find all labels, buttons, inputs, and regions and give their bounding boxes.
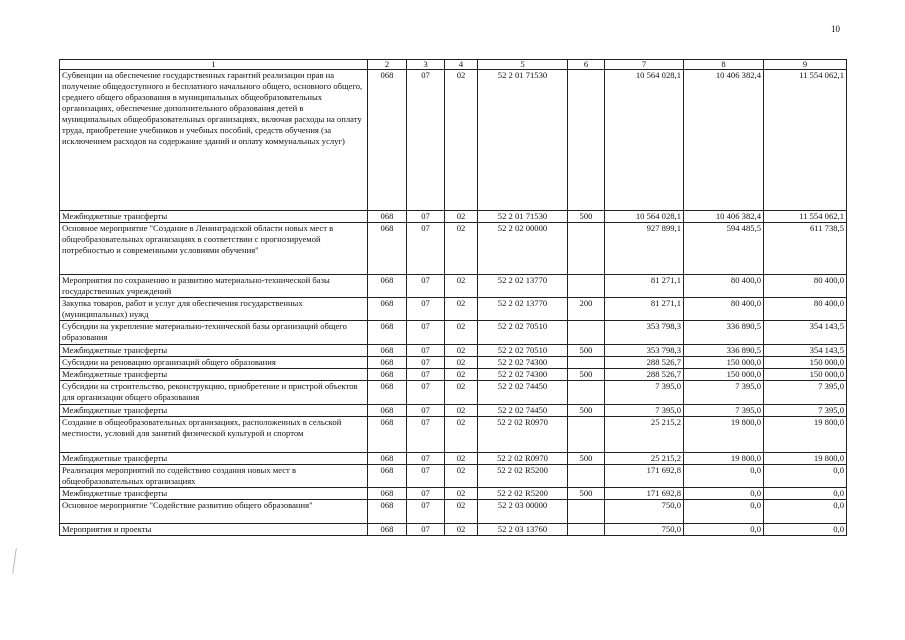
row-name-cell: Межбюджетные трансферты	[60, 453, 368, 465]
section-code-cell: 07	[407, 465, 445, 488]
amount-year2-cell: 150 000,0	[684, 357, 764, 369]
subsection-code-cell: 02	[445, 465, 478, 488]
column-header: 4	[445, 60, 478, 70]
amount-year2-cell: 10 406 382,4	[684, 70, 764, 211]
section-code-cell: 07	[407, 488, 445, 500]
column-header: 6	[568, 60, 605, 70]
amount-year3-cell: 80 400,0	[764, 298, 847, 321]
amount-year1-cell: 171 692,8	[605, 488, 684, 500]
section-code-cell: 07	[407, 70, 445, 211]
row-name-cell: Закупка товаров, работ и услуг для обеспечения государственных (муниципальных) нужд	[60, 298, 368, 321]
expense-type-cell: 500	[568, 211, 605, 223]
row-name-cell: Мероприятия по сохранению и развитию материально-технической базы государственных учреждений	[60, 275, 368, 298]
section-code-cell: 07	[407, 369, 445, 381]
amount-year3-cell: 611 738,5	[764, 223, 847, 275]
target-article-cell: 52 2 02 13770	[478, 298, 568, 321]
amount-year2-cell: 0,0	[684, 524, 764, 536]
expense-type-cell: 500	[568, 345, 605, 357]
section-code-cell: 07	[407, 381, 445, 405]
table-row	[60, 465, 847, 488]
target-article-cell: 52 2 02 R5200	[478, 465, 568, 488]
subsection-code-cell: 02	[445, 345, 478, 357]
amount-year2-cell: 150 000,0	[684, 369, 764, 381]
amount-year2-cell: 80 400,0	[684, 298, 764, 321]
row-name-cell: Субсидии на строительство, реконструкцию, приобретение и пристрой объектов для организации общего образования	[60, 381, 368, 405]
column-header: 1	[60, 60, 368, 70]
section-code-cell: 07	[407, 298, 445, 321]
table-row	[60, 524, 847, 536]
amount-year3-cell: 354 143,5	[764, 345, 847, 357]
subsection-code-cell: 02	[445, 211, 478, 223]
amount-year1-cell: 171 692,8	[605, 465, 684, 488]
target-article-cell: 52 2 02 00000	[478, 223, 568, 275]
subsection-code-cell: 02	[445, 70, 478, 211]
column-number-row	[60, 60, 847, 70]
row-name-cell: Субсидии на реновацию организаций общего образования	[60, 357, 368, 369]
subsection-code-cell: 02	[445, 488, 478, 500]
amount-year3-cell: 80 400,0	[764, 275, 847, 298]
table-row	[60, 321, 847, 345]
table-row	[60, 369, 847, 381]
expense-type-cell	[568, 357, 605, 369]
section-code-cell: 07	[407, 500, 445, 524]
expense-type-cell	[568, 70, 605, 211]
amount-year2-cell: 0,0	[684, 488, 764, 500]
amount-year2-cell: 0,0	[684, 465, 764, 488]
amount-year3-cell: 11 554 062,1	[764, 70, 847, 211]
expense-type-cell: 500	[568, 453, 605, 465]
table-row	[60, 345, 847, 357]
section-code-cell: 07	[407, 275, 445, 298]
row-name-cell: Основное мероприятие "Содействие развитию общего образования"	[60, 500, 368, 524]
amount-year1-cell: 7 395,0	[605, 381, 684, 405]
row-name-cell: Межбюджетные трансферты	[60, 488, 368, 500]
amount-year1-cell: 288 526,7	[605, 369, 684, 381]
target-article-cell: 52 2 02 R5200	[478, 488, 568, 500]
section-code-cell: 07	[407, 357, 445, 369]
column-header: 5	[478, 60, 568, 70]
subsection-code-cell: 02	[445, 417, 478, 453]
ministry-code-cell: 068	[368, 211, 407, 223]
amount-year2-cell: 19 800,0	[684, 453, 764, 465]
amount-year1-cell: 10 564 028,1	[605, 70, 684, 211]
row-name-cell: Межбюджетные трансферты	[60, 211, 368, 223]
expense-type-cell	[568, 524, 605, 536]
target-article-cell: 52 2 02 13770	[478, 275, 568, 298]
ministry-code-cell: 068	[368, 345, 407, 357]
table-row	[60, 70, 847, 211]
amount-year3-cell: 354 143,5	[764, 321, 847, 345]
expense-type-cell	[568, 223, 605, 275]
ministry-code-cell: 068	[368, 357, 407, 369]
target-article-cell: 52 2 01 71530	[478, 70, 568, 211]
amount-year2-cell: 10 406 382,4	[684, 211, 764, 223]
column-header: 8	[684, 60, 764, 70]
amount-year3-cell: 0,0	[764, 524, 847, 536]
table-row	[60, 357, 847, 369]
amount-year1-cell: 353 798,3	[605, 321, 684, 345]
page-number: 10	[831, 24, 840, 34]
expense-type-cell	[568, 381, 605, 405]
amount-year2-cell: 594 485,5	[684, 223, 764, 275]
budget-table	[59, 59, 847, 536]
ministry-code-cell: 068	[368, 381, 407, 405]
expense-type-cell: 500	[568, 488, 605, 500]
expense-type-cell: 500	[568, 405, 605, 417]
amount-year2-cell: 80 400,0	[684, 275, 764, 298]
ministry-code-cell: 068	[368, 465, 407, 488]
subsection-code-cell: 02	[445, 381, 478, 405]
amount-year1-cell: 353 798,3	[605, 345, 684, 357]
ministry-code-cell: 068	[368, 453, 407, 465]
target-article-cell: 52 2 03 13760	[478, 524, 568, 536]
subsection-code-cell: 02	[445, 453, 478, 465]
amount-year3-cell: 19 800,0	[764, 453, 847, 465]
subsection-code-cell: 02	[445, 321, 478, 345]
ministry-code-cell: 068	[368, 417, 407, 453]
column-header: 9	[764, 60, 847, 70]
target-article-cell: 52 2 02 74450	[478, 381, 568, 405]
table-row	[60, 500, 847, 524]
ministry-code-cell: 068	[368, 488, 407, 500]
ministry-code-cell: 068	[368, 500, 407, 524]
section-code-cell: 07	[407, 223, 445, 275]
expense-type-cell	[568, 321, 605, 345]
expense-type-cell	[568, 417, 605, 453]
margin-mark	[12, 548, 17, 574]
section-code-cell: 07	[407, 405, 445, 417]
row-name-cell: Мероприятия и проекты	[60, 524, 368, 536]
section-code-cell: 07	[407, 417, 445, 453]
table-row	[60, 223, 847, 275]
amount-year2-cell: 336 890,5	[684, 321, 764, 345]
target-article-cell: 52 2 02 74300	[478, 357, 568, 369]
column-header: 2	[368, 60, 407, 70]
target-article-cell: 52 2 01 71530	[478, 211, 568, 223]
table-row	[60, 211, 847, 223]
amount-year1-cell: 927 899,1	[605, 223, 684, 275]
row-name-cell: Межбюджетные трансферты	[60, 345, 368, 357]
subsection-code-cell: 02	[445, 357, 478, 369]
ministry-code-cell: 068	[368, 298, 407, 321]
amount-year1-cell: 288 526,7	[605, 357, 684, 369]
section-code-cell: 07	[407, 211, 445, 223]
amount-year1-cell: 25 215,2	[605, 453, 684, 465]
subsection-code-cell: 02	[445, 275, 478, 298]
row-name-cell: Субвенции на обеспечение государственных гарантий реализации прав на получение общедоступного и бесплатного начального общего, основного общего, среднего общего образования в муниципальных общеобразовательных организациях, обеспечение дополнительного образования детей в муниципальных общеобразовательных организациях, включая расходы на оплату труда, приобретение учебников и учебных пособий, средств обучения (за исключением расходов на содержание зданий и оплату коммунальных услуг)	[60, 70, 368, 211]
amount-year3-cell: 0,0	[764, 488, 847, 500]
target-article-cell: 52 2 02 74450	[478, 405, 568, 417]
ministry-code-cell: 068	[368, 70, 407, 211]
ministry-code-cell: 068	[368, 369, 407, 381]
section-code-cell: 07	[407, 453, 445, 465]
subsection-code-cell: 02	[445, 524, 478, 536]
ministry-code-cell: 068	[368, 275, 407, 298]
amount-year3-cell: 7 395,0	[764, 405, 847, 417]
row-name-cell: Субсидии на укрепление материально-технической базы организаций общего образования	[60, 321, 368, 345]
subsection-code-cell: 02	[445, 223, 478, 275]
amount-year1-cell: 10 564 028,1	[605, 211, 684, 223]
amount-year3-cell: 7 395,0	[764, 381, 847, 405]
section-code-cell: 07	[407, 345, 445, 357]
table-row	[60, 453, 847, 465]
amount-year2-cell: 7 395,0	[684, 405, 764, 417]
expense-type-cell	[568, 500, 605, 524]
target-article-cell: 52 2 03 00000	[478, 500, 568, 524]
target-article-cell: 52 2 02 74300	[478, 369, 568, 381]
expense-type-cell: 200	[568, 298, 605, 321]
amount-year2-cell: 7 395,0	[684, 381, 764, 405]
ministry-code-cell: 068	[368, 321, 407, 345]
table-row	[60, 298, 847, 321]
column-header: 7	[605, 60, 684, 70]
table-row	[60, 488, 847, 500]
target-article-cell: 52 2 02 70510	[478, 345, 568, 357]
row-name-cell: Основное мероприятие "Создание в Ленинградской области новых мест в общеобразовательных организациях в соответствии с прогнозируемой потребностью и современными условиями обучения"	[60, 223, 368, 275]
table-row	[60, 405, 847, 417]
amount-year3-cell: 19 800,0	[764, 417, 847, 453]
amount-year1-cell: 25 215,2	[605, 417, 684, 453]
amount-year3-cell: 150 000,0	[764, 357, 847, 369]
section-code-cell: 07	[407, 321, 445, 345]
ministry-code-cell: 068	[368, 223, 407, 275]
section-code-cell: 07	[407, 524, 445, 536]
amount-year3-cell: 150 000,0	[764, 369, 847, 381]
amount-year1-cell: 750,0	[605, 500, 684, 524]
table-row	[60, 381, 847, 405]
table-row	[60, 275, 847, 298]
amount-year1-cell: 7 395,0	[605, 405, 684, 417]
target-article-cell: 52 2 02 70510	[478, 321, 568, 345]
target-article-cell: 52 2 02 R0970	[478, 417, 568, 453]
amount-year2-cell: 336 890,5	[684, 345, 764, 357]
subsection-code-cell: 02	[445, 405, 478, 417]
subsection-code-cell: 02	[445, 500, 478, 524]
table-row	[60, 417, 847, 453]
amount-year3-cell: 0,0	[764, 465, 847, 488]
expense-type-cell: 500	[568, 369, 605, 381]
amount-year1-cell: 750,0	[605, 524, 684, 536]
target-article-cell: 52 2 02 R0970	[478, 453, 568, 465]
amount-year3-cell: 11 554 062,1	[764, 211, 847, 223]
column-header: 3	[407, 60, 445, 70]
subsection-code-cell: 02	[445, 369, 478, 381]
row-name-cell: Реализация мероприятий по содействию создания новых мест в общеобразовательных организациях	[60, 465, 368, 488]
amount-year3-cell: 0,0	[764, 500, 847, 524]
amount-year2-cell: 19 800,0	[684, 417, 764, 453]
expense-type-cell	[568, 275, 605, 298]
expense-type-cell	[568, 465, 605, 488]
row-name-cell: Межбюджетные трансферты	[60, 369, 368, 381]
subsection-code-cell: 02	[445, 298, 478, 321]
amount-year2-cell: 0,0	[684, 500, 764, 524]
ministry-code-cell: 068	[368, 524, 407, 536]
amount-year1-cell: 81 271,1	[605, 298, 684, 321]
row-name-cell: Создание в общеобразовательных организациях, расположенных в сельской местности, условий для занятий физической культурой и спортом	[60, 417, 368, 453]
amount-year1-cell: 81 271,1	[605, 275, 684, 298]
row-name-cell: Межбюджетные трансферты	[60, 405, 368, 417]
ministry-code-cell: 068	[368, 405, 407, 417]
